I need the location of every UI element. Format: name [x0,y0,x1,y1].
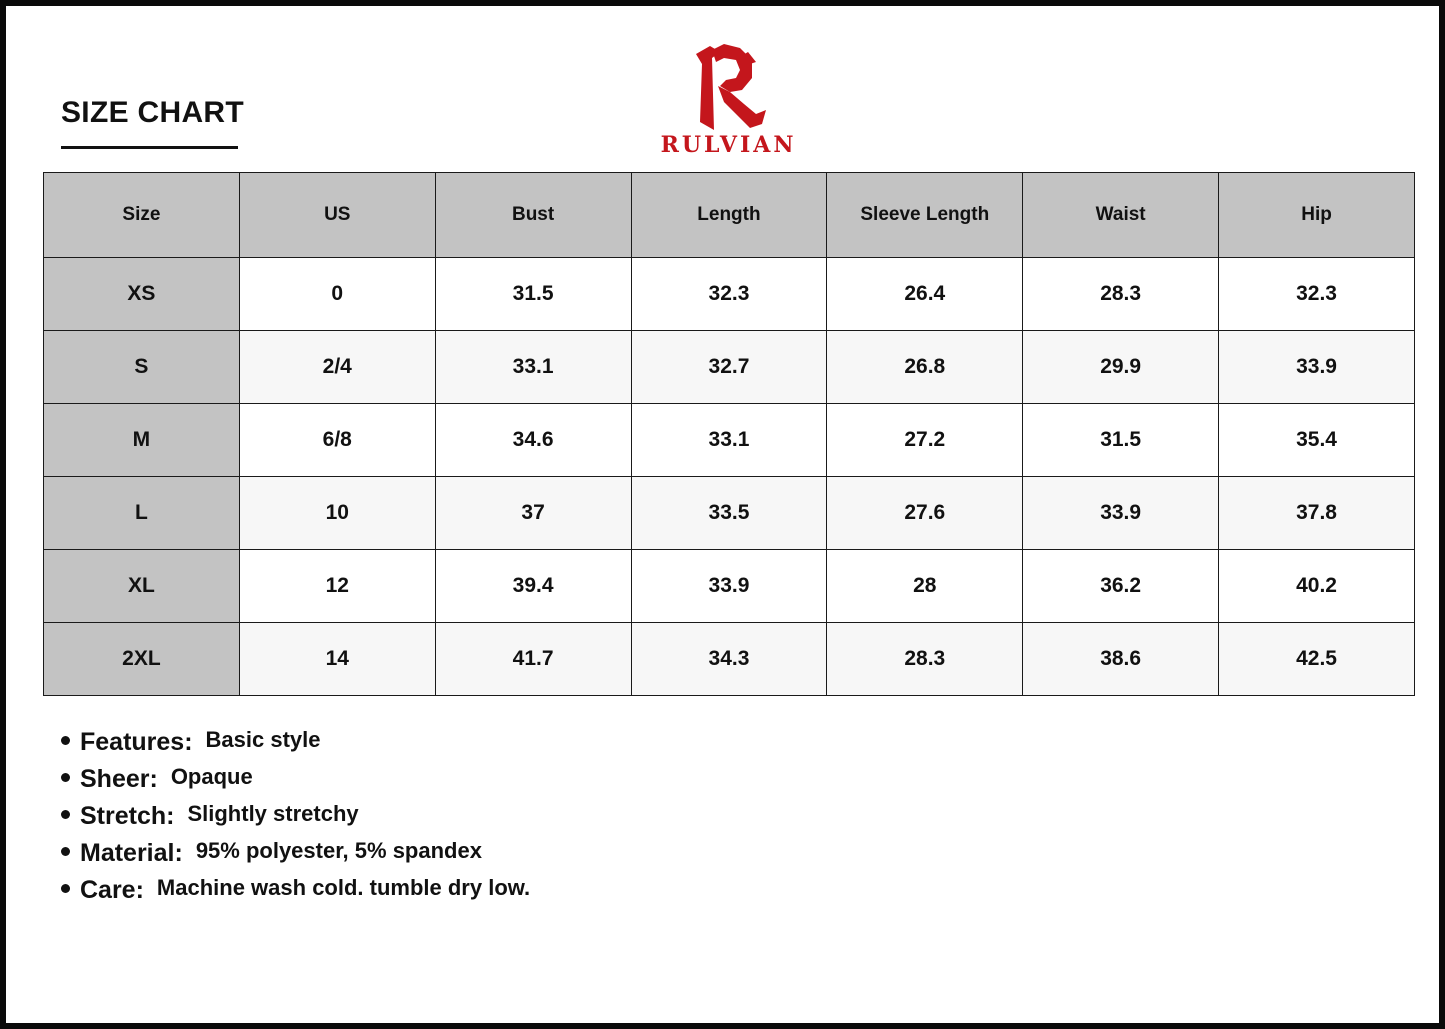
table-cell: 33.5 [631,477,827,550]
column-header: US [239,173,435,258]
table-cell: 33.1 [435,331,631,404]
table-cell: 28.3 [1023,258,1219,331]
table-cell: 33.1 [631,404,827,477]
feature-value: Opaque [170,764,253,789]
bullet-icon [61,773,70,782]
brand-logo [646,44,811,164]
table-cell: 27.6 [827,477,1023,550]
table-cell: 38.6 [1023,623,1219,696]
list-item [61,761,530,798]
table-cell: 34.3 [631,623,827,696]
table-cell: 29.9 [1023,331,1219,404]
size-cell: S [44,331,240,404]
table-cell: 41.7 [435,623,631,696]
table-cell: 33.9 [1219,331,1415,404]
product-features-list [61,724,530,909]
table-cell: 28.3 [827,623,1023,696]
column-header: Bust [435,173,631,258]
table-cell: 37 [435,477,631,550]
table-cell: 32.7 [631,331,827,404]
table-row [44,258,1415,331]
table-cell: 12 [239,550,435,623]
table-cell: 6/8 [239,404,435,477]
table-cell: 35.4 [1219,404,1415,477]
table-cell: 31.5 [435,258,631,331]
table-header-row [44,173,1415,258]
size-cell: L [44,477,240,550]
size-chart-table [43,172,1415,696]
list-item [61,872,530,909]
table-cell: 27.2 [827,404,1023,477]
table-cell: 34.6 [435,404,631,477]
feature-label: Sheer: [80,765,158,793]
table-cell: 2/4 [239,331,435,404]
table-cell: 40.2 [1219,550,1415,623]
table-cell: 33.9 [631,550,827,623]
table-cell: 37.8 [1219,477,1415,550]
list-item [61,724,530,761]
table-row [44,623,1415,696]
list-item [61,798,530,835]
column-header: Waist [1023,173,1219,258]
table-row [44,331,1415,404]
column-header: Size [44,173,240,258]
size-cell: XS [44,258,240,331]
feature-value: Machine wash cold. tumble dry low. [156,875,531,900]
feature-value: Basic style [205,727,321,752]
table-cell: 32.3 [1219,258,1415,331]
page-title: SIZE CHART [61,96,244,129]
rulvian-r-logo-icon [690,44,768,132]
table-cell: 28 [827,550,1023,623]
brand-name: RULVIAN [660,132,797,158]
table-cell: 14 [239,623,435,696]
table-cell: 39.4 [435,550,631,623]
list-item [61,835,530,872]
table-cell: 42.5 [1219,623,1415,696]
table-row [44,477,1415,550]
feature-value: 95% polyester, 5% spandex [195,838,482,863]
table-cell: 31.5 [1023,404,1219,477]
bullet-icon [61,736,70,745]
column-header: Hip [1219,173,1415,258]
table-cell: 26.4 [827,258,1023,331]
size-cell: XL [44,550,240,623]
title-underline [61,146,238,149]
table-cell: 32.3 [631,258,827,331]
bullet-icon [61,884,70,893]
column-header: Length [631,173,827,258]
size-cell: M [44,404,240,477]
feature-label: Stretch: [80,802,175,830]
bullet-icon [61,810,70,819]
feature-value: Slightly stretchy [187,801,359,826]
bullet-icon [61,847,70,856]
table-cell: 0 [239,258,435,331]
table-cell: 10 [239,477,435,550]
feature-label: Care: [80,876,144,904]
size-cell: 2XL [44,623,240,696]
table-row [44,404,1415,477]
table-row [44,550,1415,623]
column-header: Sleeve Length [827,173,1023,258]
table-cell: 26.8 [827,331,1023,404]
table-cell: 36.2 [1023,550,1219,623]
table-cell: 33.9 [1023,477,1219,550]
feature-label: Features: [80,728,193,756]
feature-label: Material: [80,839,183,867]
